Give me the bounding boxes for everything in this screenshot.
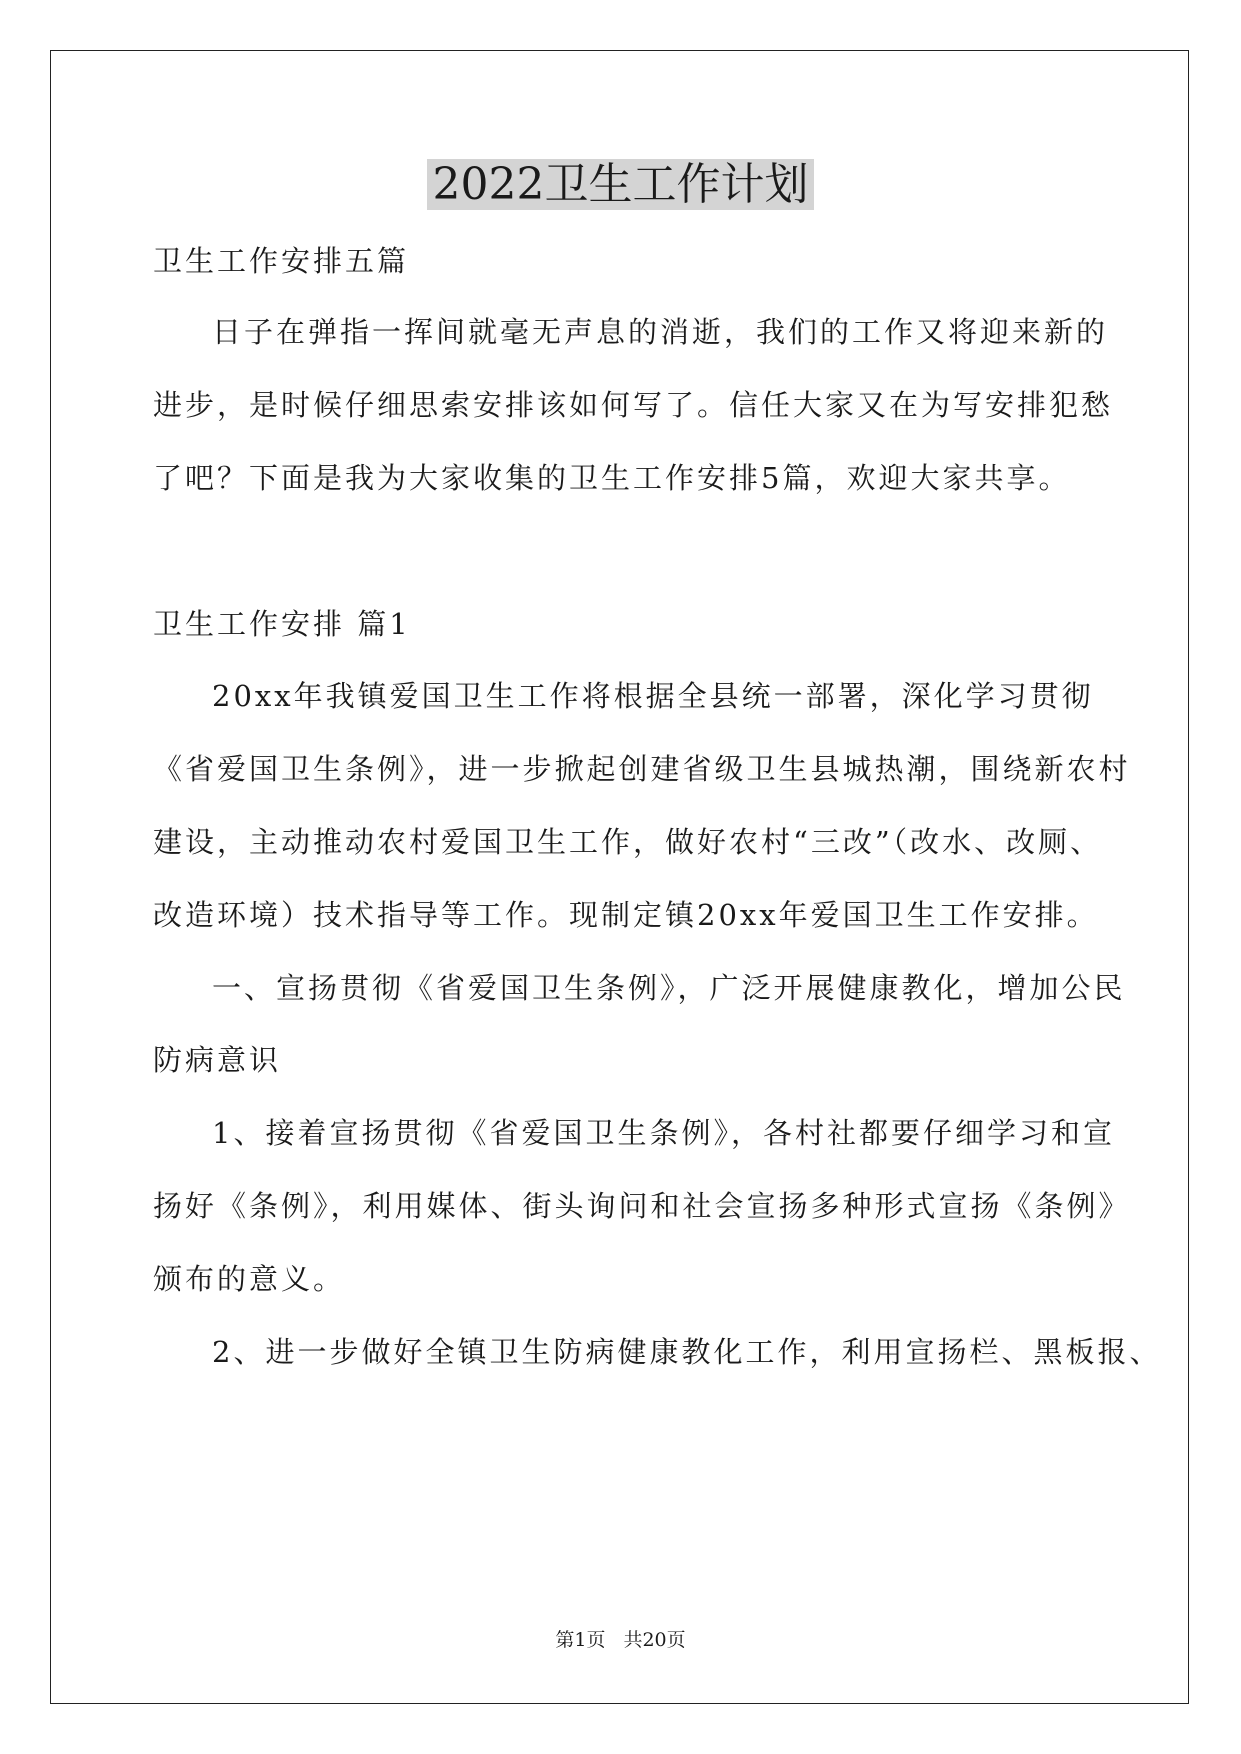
paragraph-line: 20xx年我镇爱国卫生工作将根据全县统一部署，深化学习贯彻 [212,679,1094,713]
paragraph-line: 扬好《条例》，利用媒体、街头询问和社会宣扬多种形式宣扬《条例》 [153,1189,1131,1223]
paragraph-line: 1、接着宣扬贯彻《省爱国卫生条例》，各村社都要仔细学习和宣 [212,1116,1115,1150]
page-number: 第1页 [555,1629,606,1651]
paragraph-line: 进步，是时候仔细思索安排该如何写了。信任大家又在为写安排犯愁 [153,388,1114,422]
paragraph-line: 防病意识 [153,1043,282,1077]
page-footer [0,1628,1241,1652]
paragraph-line: 日子在弹指一挥间就毫无声息的消逝，我们的工作又将迎来新的 [212,315,1109,349]
document-title: 2022卫生工作计划 [0,155,1241,215]
page-total: 共20页 [623,1629,686,1651]
paragraph-line: 颁布的意义。 [153,1262,346,1296]
paragraph-line: 2、进一步做好全镇卫生防病健康教化工作，利用宣扬栏、黑板报、 [212,1335,1162,1369]
subtitle-line: 卫生工作安排五篇 [153,244,410,278]
paragraph-line: 了吧？下面是我为大家收集的卫生工作安排5篇，欢迎大家共享。 [153,461,1071,495]
section-heading: 卫生工作安排 篇1 [153,607,411,641]
page-border [50,50,1189,1704]
paragraph-line: 一、宣扬贯彻《省爱国卫生条例》，广泛开展健康教化，增加公民 [212,971,1126,1005]
paragraph-line: 《省爱国卫生条例》，进一步掀起创建省级卫生县城热潮，围绕新农村 [153,752,1131,786]
paragraph-line: 改造环境）技术指导等工作。现制定镇20xx年爱国卫生工作安排。 [153,898,1099,932]
paragraph-line: 建设，主动推动农村爱国卫生工作，做好农村“三改”（改水、改厕、 [153,825,1103,859]
